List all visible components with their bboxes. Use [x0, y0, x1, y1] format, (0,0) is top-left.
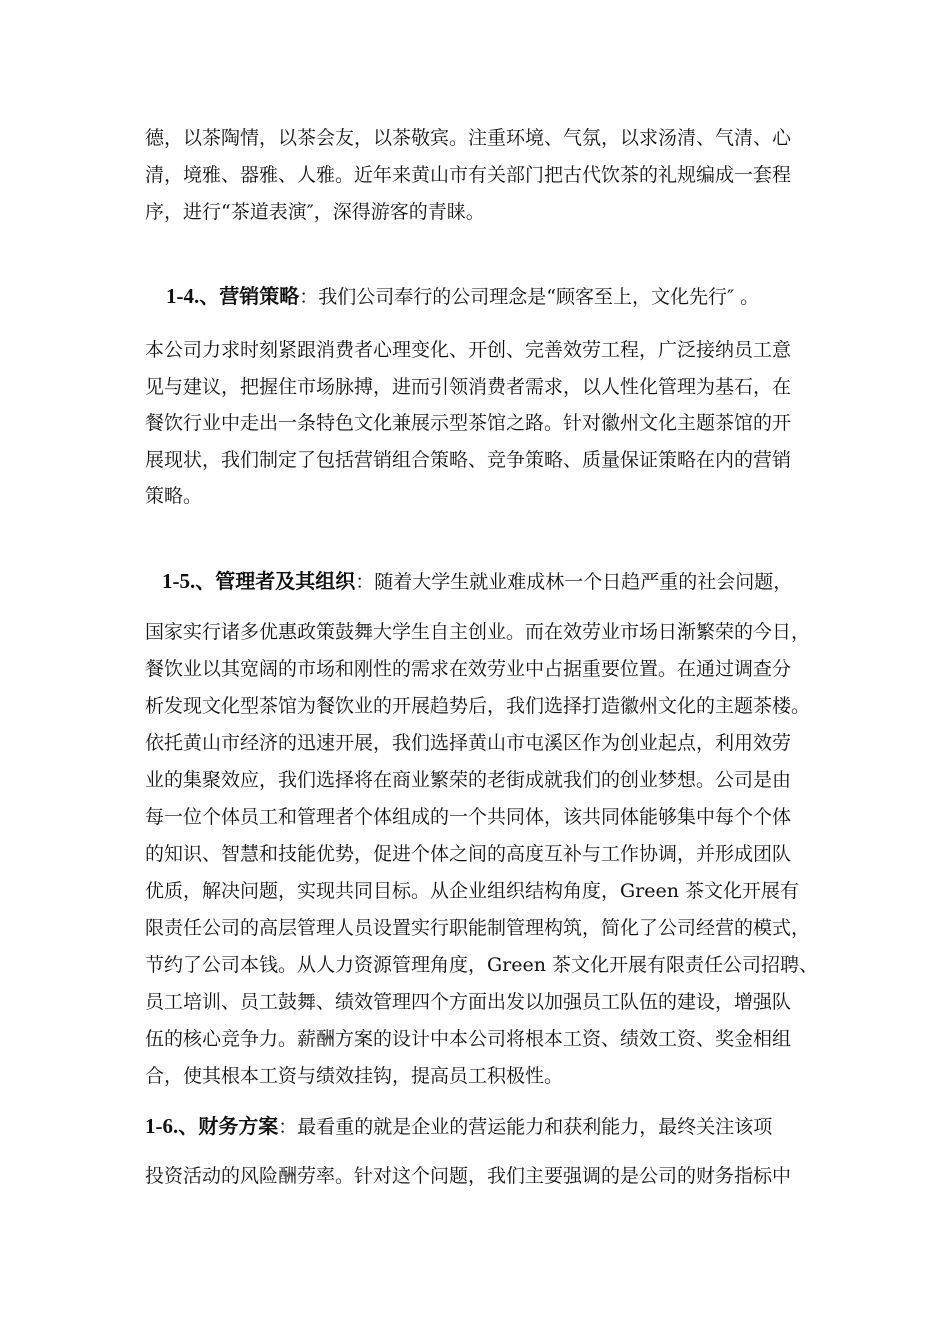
s14-line-1: 本公司力求时刻紧跟消费者心理变化、开创、完善效劳工程，广泛接纳员工意 — [145, 339, 792, 361]
intro-line-1: 德，以茶陶情，以茶会友，以茶敬宾。注重环境、气氛，以求汤清、气清、心 — [145, 127, 792, 149]
s14-line-4: 展现状，我们制定了包括营销组合策略、竞争策略、质量保证策略在内的营销 — [145, 449, 792, 471]
s14-line-5: 策略。 — [145, 485, 203, 507]
s15-line-7: 的知识、智慧和技能优势，促进个体之间的高度互补与工作协调，并形成团队 — [145, 843, 792, 865]
section-title: 、财务方案 — [178, 1114, 279, 1138]
s15-line-12: 伍的核心竞争力。薪酬方案的设计中本公司将根本工资、绩效工资、奖金相组 — [145, 1028, 792, 1050]
s15-line-10: 节约了公司本钱。从人力资源管理角度，Green 茶文化开展有限责任公司招聘、 — [145, 954, 819, 976]
s15-line-3: 析发现文化型茶馆为餐饮业的开展趋势后，我们选择打造徽州文化的主题茶楼。 — [145, 695, 811, 717]
s15-line-8: 优质，解决问题，实现共同目标。从企业组织结构角度，Green 茶文化开展有 — [145, 880, 800, 902]
section-number: 1-5. — [162, 569, 196, 593]
section-title: 、管理者及其组织 — [195, 569, 356, 593]
s15-line-6: 每一位个体员工和管理者个体组成的一个共同体，该共同体能够集中每个个体 — [145, 806, 792, 828]
s15-line-2: 餐饮业以其宽阔的市场和刚性的需求在效劳业中占据重要位置。在通过调查分 — [145, 658, 792, 680]
s14-line-3: 餐饮行业中走出一条特色文化兼展示型茶馆之路。针对徽州文化主题茶馆的开 — [145, 412, 792, 434]
section-title: 、营销策略 — [199, 284, 300, 308]
intro-line-3: 序，进行“茶道表演″，深得游客的青睐。 — [145, 201, 485, 223]
section-lead: ：我们公司奉行的公司理念是“顾客至上，文化先行″ 。 — [299, 286, 760, 308]
s16-line-1: 投资活动的风险酬劳率。针对这个问题，我们主要强调的是公司的财务指标中 — [145, 1165, 792, 1187]
section-1-4-heading — [166, 284, 846, 309]
s15-line-13: 合，使其根本工资与绩效挂钩，提高员工积极性。 — [145, 1065, 564, 1087]
section-lead: ：最看重的就是企业的营运能力和获利能力，最终关注该项 — [278, 1116, 773, 1138]
s15-line-11: 员工培训、员工鼓舞、绩效管理四个方面出发以加强员工队伍的建设，增强队 — [145, 991, 792, 1013]
s15-line-4: 依托黄山市经济的迅速开展，我们选择黄山市屯溪区作为创业起点，利用效劳 — [145, 732, 792, 754]
section-number: 1-6. — [145, 1114, 179, 1138]
s15-line-1: 国家实行诸多优惠政策鼓舞大学生自主创业。而在效劳业市场日渐繁荣的今日， — [145, 621, 811, 643]
intro-line-2: 清，境雅、器雅、人雅。近年来黄山市有关部门把古代饮茶的礼规编成一套程 — [145, 164, 792, 186]
section-lead: ：随着大学生就业难成林一个日趋严重的社会问题， — [355, 571, 793, 593]
section-1-6-heading — [145, 1114, 825, 1139]
section-1-5-heading — [162, 569, 842, 594]
s15-line-9: 限责任公司的高层管理人员设置实行职能制管理构筑，简化了公司经营的模式， — [145, 917, 811, 939]
section-number: 1-4. — [166, 284, 200, 308]
s14-line-2: 见与建议，把握住市场脉搏，进而引领消费者需求，以人性化管理为基石，在 — [145, 376, 792, 398]
s15-line-5: 业的集聚效应，我们选择将在商业繁荣的老街成就我们的创业梦想。公司是由 — [145, 769, 792, 791]
